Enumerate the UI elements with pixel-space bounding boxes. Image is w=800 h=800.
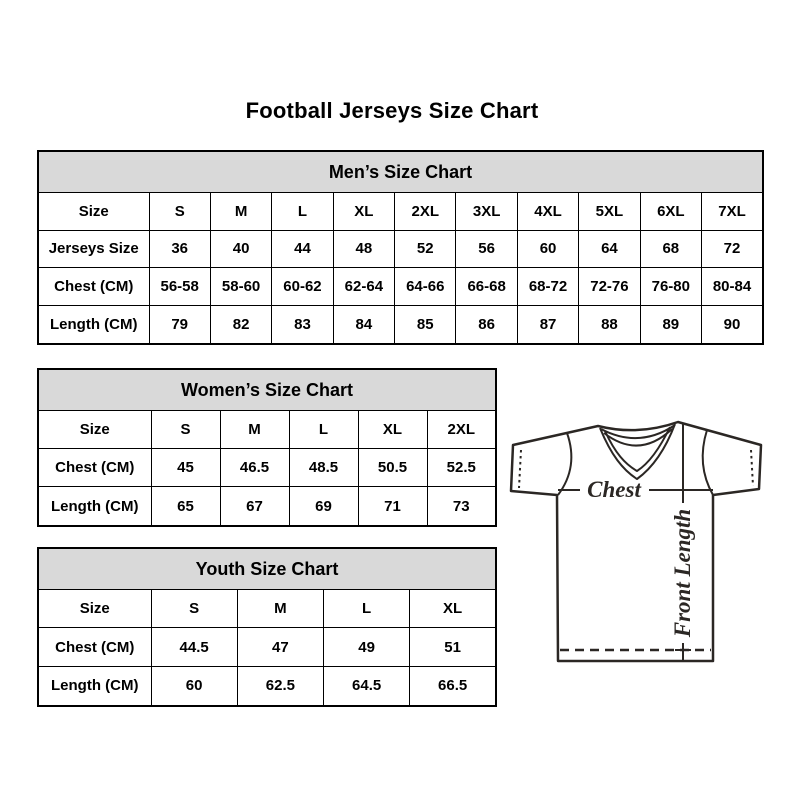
table-row [38,230,763,268]
left-armhole-seam [558,433,571,495]
men-size-chart-table [37,150,764,345]
data-cell: 3XL [456,193,517,231]
data-cell: 52 [395,230,456,268]
data-cell: 83 [272,305,333,344]
data-cell: 45 [151,449,220,487]
table-row [38,268,763,306]
table-row [38,449,496,487]
data-cell: 64-66 [395,268,456,306]
right-armhole-seam [703,430,713,495]
data-cell: 47 [237,628,323,666]
data-cell: 7XL [702,193,763,231]
row-header-cell: Chest (CM) [38,628,151,666]
data-cell: 48 [333,230,394,268]
data-cell: XL [410,590,496,628]
data-cell: 60 [517,230,578,268]
data-cell: 76-80 [640,268,701,306]
page-title: Football Jerseys Size Chart [245,98,539,123]
table-title-cell: Women’s Size Chart [38,369,496,411]
data-cell: 51 [410,628,496,666]
data-cell: 72-76 [579,268,640,306]
data-cell: 79 [149,305,210,344]
data-cell: 82 [210,305,271,344]
data-cell: XL [333,193,394,231]
table-header-row [38,151,763,193]
data-cell: 86 [456,305,517,344]
jersey-outline [511,422,761,661]
data-cell: 52.5 [427,449,496,487]
data-cell: 5XL [579,193,640,231]
data-cell: 68-72 [517,268,578,306]
table-row [38,305,763,344]
data-cell: 56-58 [149,268,210,306]
data-cell: M [210,193,271,231]
row-header-cell: Length (CM) [38,666,151,706]
data-cell: 56 [456,230,517,268]
data-cell: 48.5 [289,449,358,487]
data-cell: 88 [579,305,640,344]
data-cell: 85 [395,305,456,344]
left-cuff-stitch-line [519,450,521,488]
data-cell: 68 [640,230,701,268]
data-cell: 69 [289,487,358,526]
data-cell: 60-62 [272,268,333,306]
table-title-cell: Youth Size Chart [38,548,496,590]
data-cell: 66.5 [410,666,496,706]
data-cell: 65 [151,487,220,526]
data-cell: L [289,411,358,449]
data-cell: S [151,411,220,449]
data-cell: 64 [579,230,640,268]
data-cell: M [237,590,323,628]
chest-label: Chest [587,477,641,502]
data-cell: 44.5 [151,628,237,666]
table-row [38,666,496,706]
row-header-cell: Size [38,193,149,231]
data-cell: 64.5 [324,666,410,706]
data-cell: XL [358,411,427,449]
data-cell: L [272,193,333,231]
data-cell: 62.5 [237,666,323,706]
table-row [38,628,496,666]
data-cell: 6XL [640,193,701,231]
data-cell: 87 [517,305,578,344]
row-header-cell: Chest (CM) [38,268,149,306]
data-cell: M [220,411,289,449]
table-row [38,487,496,526]
data-cell: 89 [640,305,701,344]
row-header-cell: Size [38,590,151,628]
row-header-cell: Length (CM) [38,487,151,526]
data-cell: 71 [358,487,427,526]
table-header-row [38,369,496,411]
data-cell: 60 [151,666,237,706]
row-header-cell: Jerseys Size [38,230,149,268]
data-cell: 67 [220,487,289,526]
data-cell: 50.5 [358,449,427,487]
data-cell: 58-60 [210,268,271,306]
data-cell: 2XL [427,411,496,449]
women-size-chart-table [37,368,497,527]
table-row [38,590,496,628]
data-cell: 4XL [517,193,578,231]
youth-size-chart-table [37,547,497,707]
data-cell: S [151,590,237,628]
front-length-label: Front Length [670,508,695,638]
data-cell: 73 [427,487,496,526]
row-header-cell: Chest (CM) [38,449,151,487]
data-cell: 2XL [395,193,456,231]
table-title-cell: Men’s Size Chart [38,151,763,193]
data-cell: L [324,590,410,628]
data-cell: 66-68 [456,268,517,306]
table-header-row [38,548,496,590]
data-cell: 36 [149,230,210,268]
data-cell: 40 [210,230,271,268]
data-cell: 72 [702,230,763,268]
data-cell: 49 [324,628,410,666]
data-cell: 90 [702,305,763,344]
table-row [38,193,763,231]
jersey-measurement-diagram [503,403,775,675]
row-header-cell: Length (CM) [38,305,149,344]
data-cell: 80-84 [702,268,763,306]
data-cell: 62-64 [333,268,394,306]
data-cell: 84 [333,305,394,344]
data-cell: S [149,193,210,231]
right-cuff-stitch-line [751,450,753,486]
data-cell: 44 [272,230,333,268]
row-header-cell: Size [38,411,151,449]
data-cell: 46.5 [220,449,289,487]
table-row [38,411,496,449]
